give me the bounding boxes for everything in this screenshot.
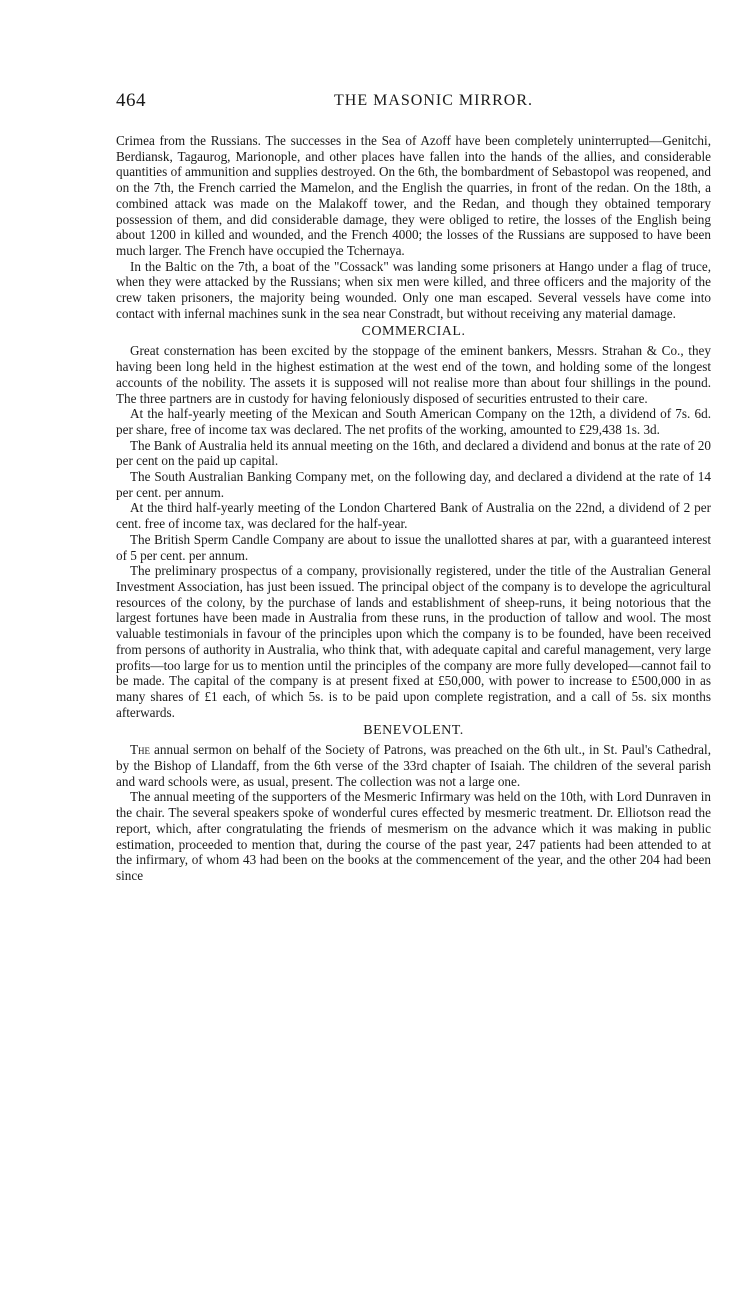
paragraph-strahan: Great consternation has been excited by the stoppage of the eminent bankers, Messrs. Strahan & Co., they having been long held in the highest estimation at the west end of the town, and holding some of the longest accounts of the nobility. The assets it is supposed will not realise more than about four shillings in the pound. The three partners are in custody for having feloniously disposed of securities entrusted to their care.: [116, 343, 711, 406]
paragraph-sperm-candle: The British Sperm Candle Company are about to issue the unallotted shares at par, with a guaranteed interest of 5 per cent. per annum.: [116, 531, 711, 563]
lead-word: The: [130, 742, 151, 758]
article-body: [116, 133, 711, 884]
running-title: THE MASONIC MIRROR.: [333, 92, 533, 109]
section-heading-commercial: COMMERCIAL.: [361, 324, 466, 340]
paragraph-text: annual sermon on behalf of the Society of Patrons, was preached on the 6th ult., in St. Paul's Cathedral, by the Bishop of Llandaff, from the 6th verse of the 33rd chapter of Isaiah. The children of the several parish and ward schools were, as usual, present. The collection was not a large one.: [116, 742, 711, 789]
paragraph-society-of-patrons: [116, 742, 711, 789]
paragraph-london-chartered: At the third half-yearly meeting of the London Chartered Bank of Australia on the 22nd, a dividend of 2 per cent. free of income tax, was declared for the half-year.: [116, 500, 711, 532]
page-number: 464: [116, 90, 146, 111]
section-heading-benevolent: BENEVOLENT.: [363, 723, 464, 739]
running-head: [116, 90, 711, 116]
paragraph-crimea: Crimea from the Russians. The successes in the Sea of Azoff have been completely uninterrupted—Genitchi, Berdiansk, Tagaurog, Marionople, and other places have fallen into the hands of the allies, and considerable quantities of ammunition and supplies destroyed. On the 6th, the bombardment of Sebastopol was reopened, and on the 7th, the French carried the Mamelon, and the English the quarries, in front of the redan. On the 18th, a combined attack was made on the Malakoff tower, and the Redan, and though they obtained temporary possession of them, and did considerable damage, they were obliged to retire, the losses of the English being about 1200 in killed and wounded, and the French 4000; the losses of the Russians are supposed to have been much larger. The French have occupied the Tchernaya.: [116, 133, 711, 258]
paragraph-mesmeric-infirmary: The annual meeting of the supporters of the Mesmeric Infirmary was held on the 10th, with Lord Dunraven in the chair. The several speakers spoke of wonderful cures effected by mesmeric treatment. Dr. Elliotson read the report, which, after congratulating the friends of mesmerism on the advance which it was making in public estimation, proceeded to mention that, during the course of the past year, 247 patients had been attended to at the infirmary, of whom 43 had been on the books at the commencement of the year, and the other 204 had been since: [116, 789, 711, 883]
paragraph-baltic: In the Baltic on the 7th, a boat of the "Cossack" was landing some prisoners at Hango under a flag of truce, when they were attacked by the Russians; when six men were killed, and three officers and the majority of the crew taken prisoners, the majority being wounded. Only one man escaped. Several vessels have come into contact with infernal machines sunk in the sea near Constradt, but without receiving any material damage.: [116, 258, 711, 321]
paragraph-investment-association: The preliminary prospectus of a company, provisionally registered, under the title of the Australian General Investment Association, has just been issued. The principal object of the company is to develope the agricultural resources of the colony, by the purchase of lands and establishment of sheep-runs, it being notorious that the largest fortunes have been made in Australia from these runs, in the production of tallow and wool. The most valuable testimonials in favour of the principles upon which the company is to be founded, have been received from persons of authority in Australia, who think that, with adequate capital and careful management, very large profits—too large for us to mention until the principles of the company are more fully developed—cannot fail to be made. The capital of the company is at present fixed at £50,000, with power to increase to £500,000 in as many shares of £1 each, of which 5s. is to be paid upon complete registration, and a call of 5s. six months afterwards.: [116, 563, 711, 720]
paragraph-south-australian: The South Australian Banking Company met, on the following day, and declared a dividend at the rate of 14 per cent. per annum.: [116, 469, 711, 500]
paragraph-bank-of-australia: The Bank of Australia held its annual meeting on the 16th, and declared a dividend and bonus at the rate of 20 per cent on the paid up capital.: [116, 437, 711, 469]
paragraph-mexican-company: At the half-yearly meeting of the Mexican and South American Company on the 12th, a dividend of 7s. 6d. per share, free of income tax was declared. The net profits of the working, amounted to £29,438 1s. 3d.: [116, 406, 711, 437]
